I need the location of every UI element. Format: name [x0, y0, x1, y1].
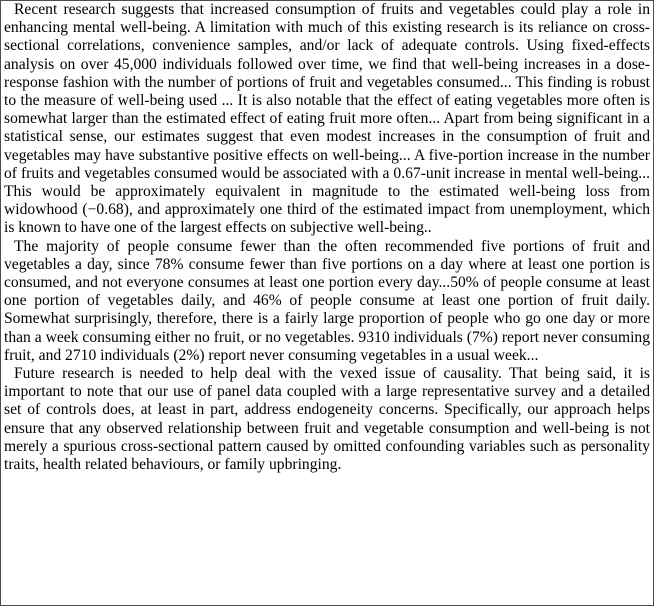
- paragraph-findings: Recent research suggests that increased consumption of fruits and vegetables could play a role in enhancing mental well-being. A limitation with much of this existing research is its reliance on cross-sectional correlations, convenience samples, and/or lack of adequate controls. Using fixed-effects analysis on over 45,000 individuals followed over time, we find that well-being increases in a dose-response fashion with the number of portions of fruit and vegetables consumed... This finding is robust to the measure of well-being used ... It is also notable that the effect of eating vegetables more often is somewhat larger than the estimated effect of eating fruit more often... Apart from being significant in a statistical sense, our estimates suggest that even modest increases in the consumption of fruit and vegetables may have substantive positive effects on well-being... A five-portion increase in the number of fruits and vegetables consumed would be associated with a 0.67-unit increase in mental well-being... This would be approximately equivalent in magnitude to the estimated well-being loss from widowhood (−0.68), and approximately one third of the estimated impact from unemployment, which is known to have one of the largest effects on subjective well-being..: [4, 1, 650, 237]
- paragraph-consumption: The majority of people consume fewer than the often recommended five portions of fruit and vegetables a day, since 78% consume fewer than five portions on a day where at least one portion is consumed, and not everyone consumes at least one portion every day...50% of people consume at least one portion of vegetables daily, and 46% of people consume at least one portion of fruit daily. Somewhat surprisingly, therefore, there is a fairly large proportion of people who go one day or more than a week consuming either no fruit, or no vegetables. 9310 individuals (7%) report never consuming fruit, and 2710 individuals (2%) report never consuming vegetables in a usual week...: [4, 237, 650, 364]
- document-text: [4, 1, 650, 474]
- paragraph-future-research: Future research is needed to help deal with the vexed issue of causality. That being said, it is important to note that our use of panel data coupled with a large representative survey and a detailed set of controls does, at least in part, address endogeneity concerns. Specifically, our approach helps ensure that any observed relationship between fruit and vegetable consumption and well-being is not merely a spurious cross-sectional pattern caused by omitted confounding variables such as personality traits, health related behaviours, or family upbringing.: [4, 365, 650, 474]
